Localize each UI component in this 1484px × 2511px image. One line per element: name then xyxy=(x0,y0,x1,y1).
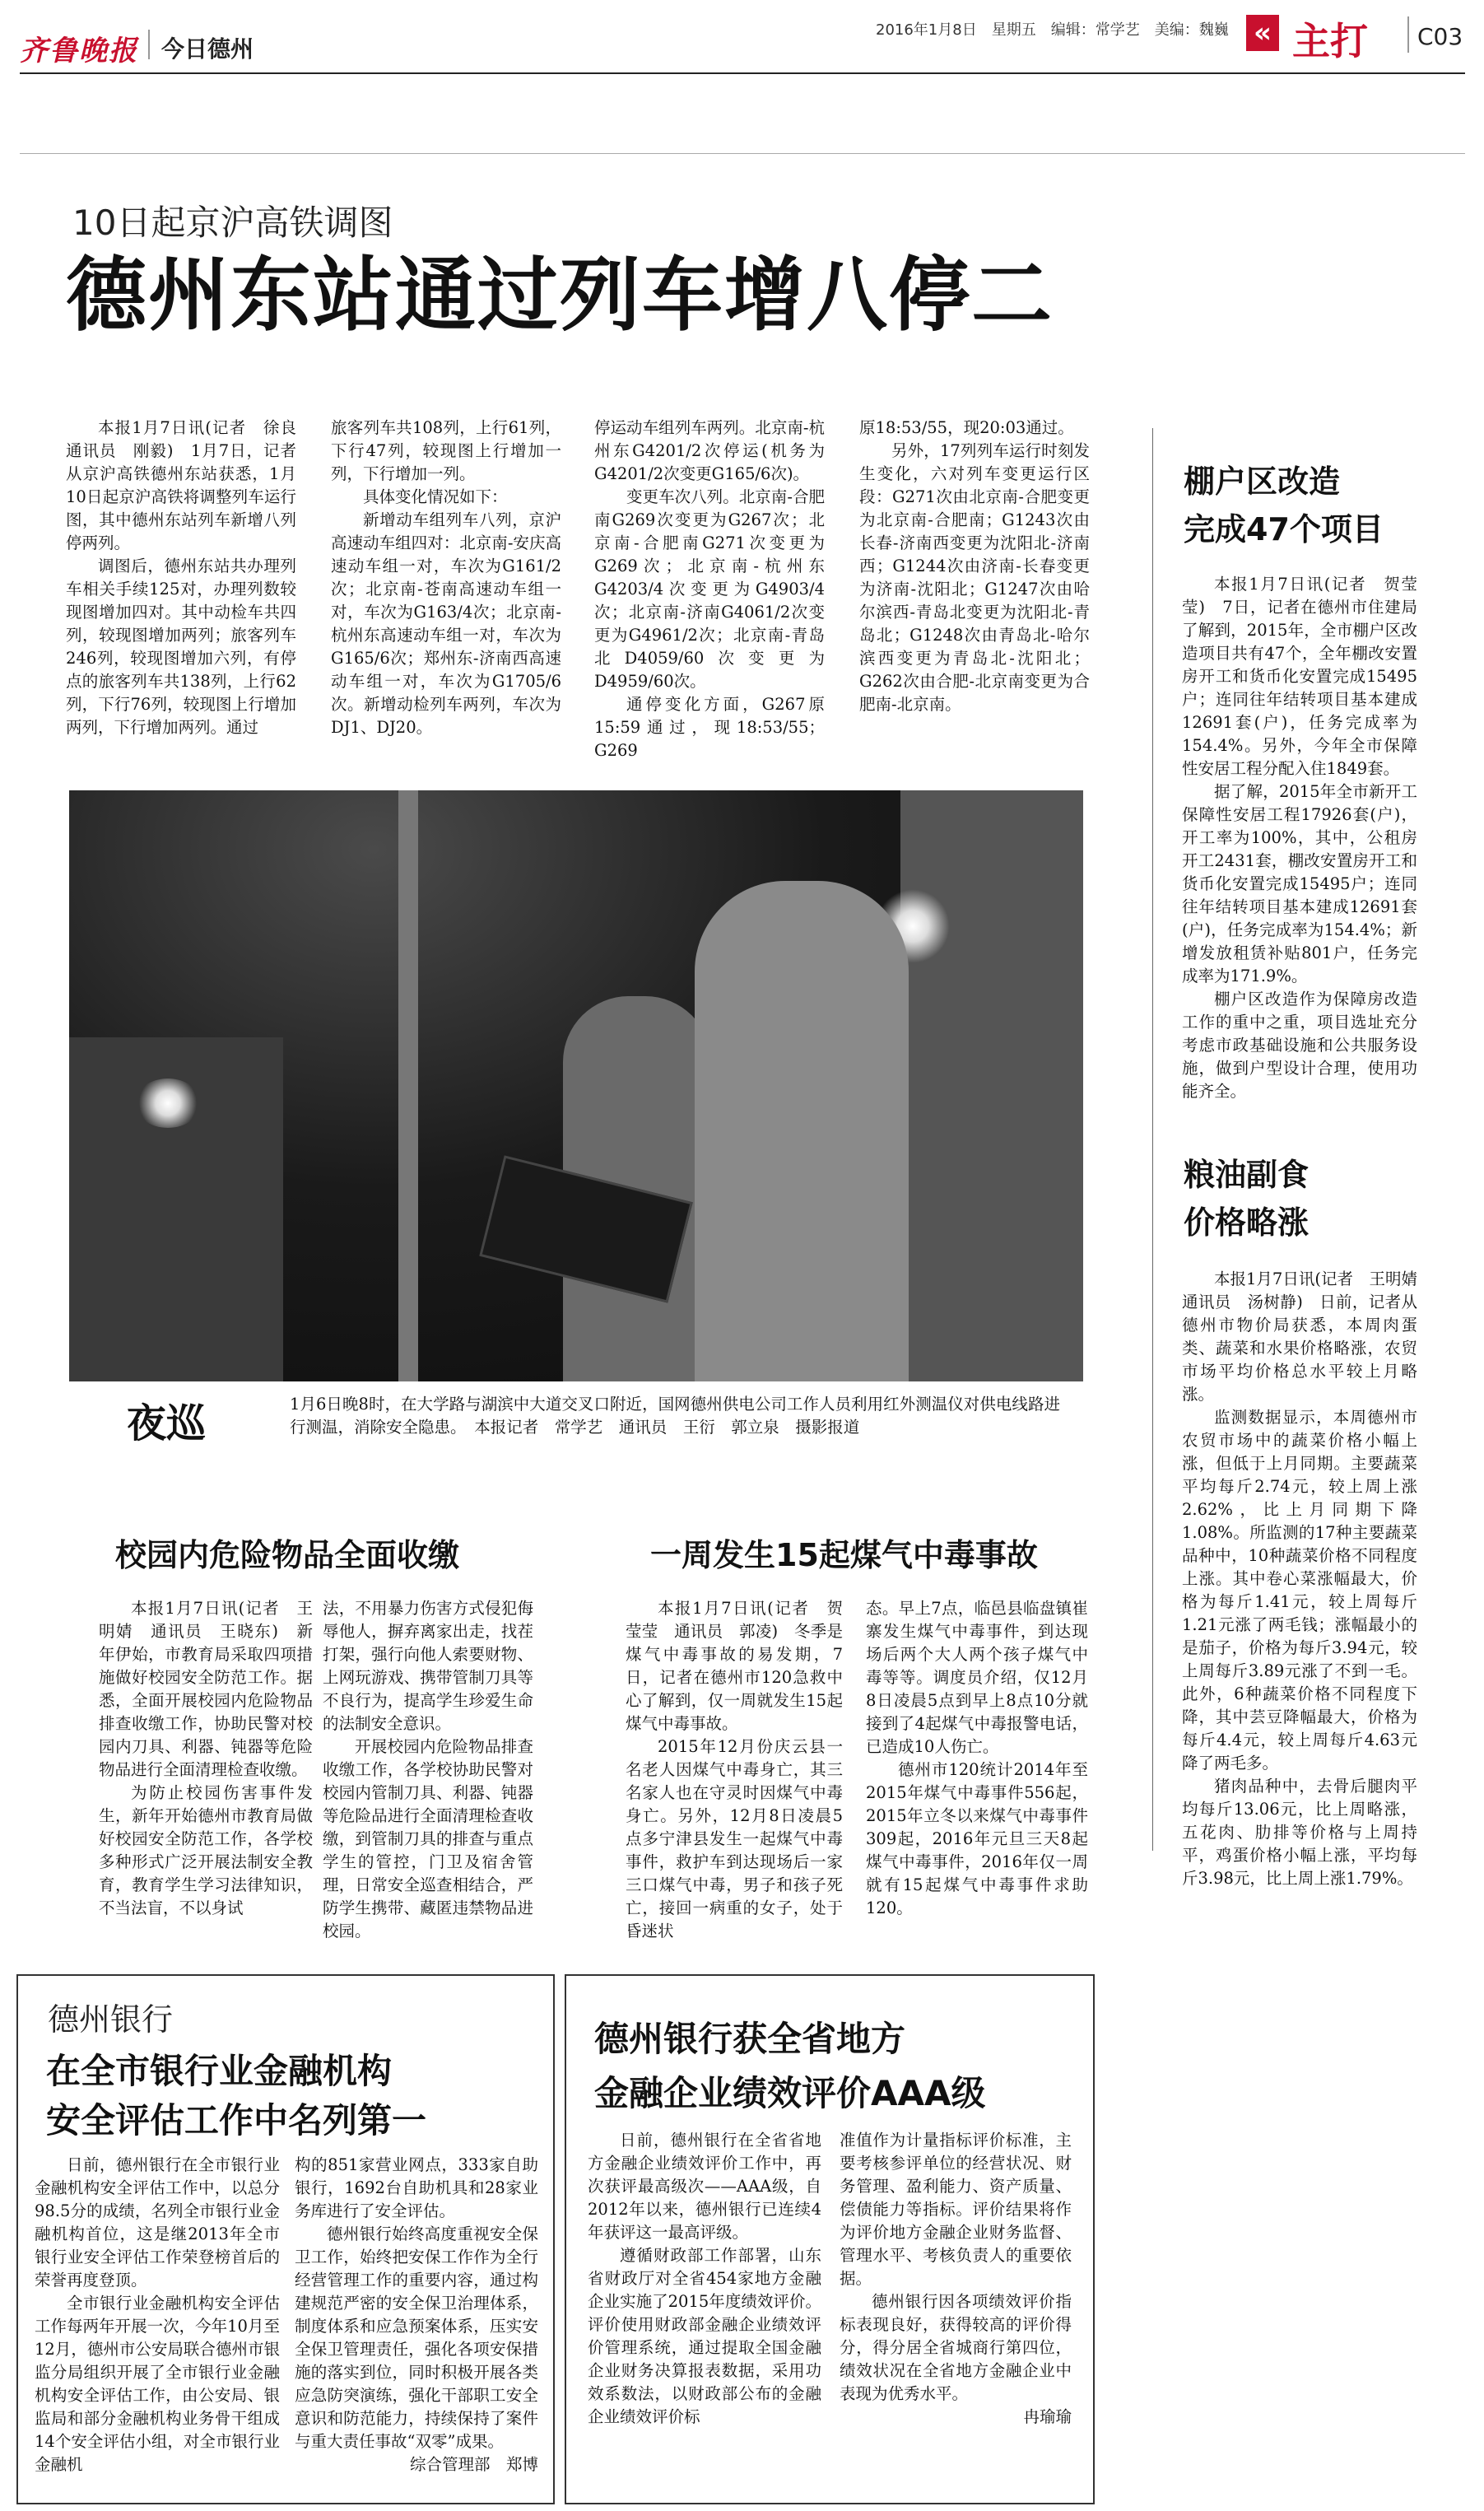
byline: 综合管理部 郑博 xyxy=(409,2455,538,2474)
masthead xyxy=(0,0,1484,99)
paragraph: 猪肉品种中，去骨后腿肉平均每斤13.06元，比上周略涨，五花肉、肋排等价格与上周持平，鸡蛋价格小幅上涨，平均每斤3.98元，比上周上涨1.79%。 xyxy=(1182,1777,1417,1888)
lead-column-1 xyxy=(66,417,313,739)
paragraph: 原18:53/55，现20:03通过。 xyxy=(859,418,1074,437)
paragraph: 停运动车组列车两列。北京南-杭州东G4201/2次停运(机务为G4201/2次变更G165/6次)。 xyxy=(594,418,825,483)
column-divider xyxy=(1407,16,1409,53)
paragraph: 准值作为计量指标评价标准，主要考核参评单位的经营状况、财务管理、盈利能力、资产质量、偿债能力等指标。评价结果将作为评价地方金融企业财务监督、管理水平、考核负责人的重要依据。 xyxy=(840,2131,1072,2288)
paragraph: 具体变化情况如下： xyxy=(363,487,508,506)
paragraph: 据了解，2015年全市新开工保障性安居工程17926套(户)，开工率为100%，其中，公租房开工2431套，棚改安置房开工和货币化安置完成15495户；连同往年结转项目基本建成12691套(户)，任务完成率为154.4%；新增发放租赁补贴801户，任务完成率为171.9%。 xyxy=(1182,782,1417,985)
bank-box-1 xyxy=(16,1974,555,2504)
paragraph: 构的851家营业网点，333家自助银行，1692台自助机具和28家业务库进行了安全评估。 xyxy=(295,2155,538,2220)
story3-column-1 xyxy=(99,1597,313,1920)
box-label: 德州银行 xyxy=(48,2001,174,2038)
box1-headline xyxy=(46,2047,426,2145)
paragraph: 为防止校园伤害事件发生，新年开始德州市教育局做好校园安全防范工作，各学校多种形式广泛开展法制安全教育，教育学生学习法律知识，不当法盲，不以身试 xyxy=(99,1783,313,1917)
paragraph: 本报1月7日讯(记者 贺莹莹) 7日，记者在德州市住建局了解到，2015年，全市棚户区改造项目共有47个，全年棚改安置房开工和货币化安置完成15495户；连同往年结转项目基本建成12691套(户)，任务完成率为154.4%。另外，今年全市保障性安居工程分配入住1849套。 xyxy=(1182,575,1417,778)
headline-line: 完成47个项目 xyxy=(1184,511,1384,547)
photo-worker-right xyxy=(695,881,909,1381)
story3-column-2 xyxy=(323,1597,533,1943)
photo-lamp xyxy=(135,1078,201,1128)
paragraph: 棚户区改造作为保障房改造工作的重中之重，项目选址充分考虑市政基础设施和公共服务设施，做到户型设计合理，使用功能齐全。 xyxy=(1182,990,1417,1101)
chevron-left-icon: « xyxy=(1246,15,1279,51)
column-name: 主打 xyxy=(1292,19,1368,63)
paragraph: 法，不用暴力伤害方式侵犯侮辱他人，摒弃离家出走，找茬打架，强行向他人索要财物、上网玩游戏、携带管制刀具等不良行为，提高学生珍爱生命的法制安全意识。 xyxy=(323,1599,533,1733)
page-number: C03 xyxy=(1417,23,1463,50)
paragraph: 态。早上7点，临邑县临盘镇崔寨发生煤气中毒事件，到达现场后两个大人两个孩子煤气中毒等等。调度员介绍，仅12月8日凌晨5点到早上8点10分就接到了4起煤气中毒报警电话，已造成10人伤亡。 xyxy=(866,1599,1088,1756)
paragraph: 本报1月7日讯(记者 王明婧 通讯员 王晓东) 新年伊始，市教育局采取四项措施做好校园安全防范工作。据悉，全面开展校园内危险物品排查收缴工作，协助民警对校园内刀具、利器、钝器等危险物品进行全面清理检查收缴。 xyxy=(99,1599,313,1779)
masthead-rule xyxy=(20,72,1465,74)
headline-line: 棚户区改造 xyxy=(1184,464,1341,500)
paragraph: 德州市120统计2014年至2015年煤气中毒事件556起，2015年立冬以来煤气中毒事件309起，2016年元旦三天8起煤气中毒事件，2016年仅一周就有15起煤气中毒事件求助120。 xyxy=(866,1760,1088,1917)
paragraph: 开展校园内危险物品排查收缴工作，各学校协助民警对校园内管制刀具、利器、钝器等危险品进行全面清理检查收缴，到管制刀具的排查与重点学生的管控，门卫及宿舍管理，日常安全巡查相结合，严防学生携带、藏匿违禁物品进校园。 xyxy=(323,1737,533,1940)
section-divider xyxy=(148,30,150,59)
box1-column-2 xyxy=(295,2154,538,2476)
headline-line: 在全市银行业金融机构 xyxy=(46,2051,393,2091)
newspaper-logo: 齐鲁晚报 xyxy=(20,35,138,68)
paragraph: 2015年12月份庆云县一名老人因煤气中毒身亡，其三名家人也在守灵时因煤气中毒身亡。另外，12月8日凌晨5点多宁津县发生一起煤气中毒事件，救护车到达现场后一家三口煤气中毒，男子和孩子死亡，接回一病重的女子，处于昏迷状 xyxy=(626,1737,843,1940)
paragraph: 新增动车组列车八列，京沪高速动车组四对：北京南-安庆高速动车组一对，车次为G161/2次；北京南-苍南高速动车组一对，车次为G163/4次；北京南-杭州东高速动车组一对，车次为G165/6次；郑州东-济南西高速动车组一对，车次为G1705/6次。新增动检列车两列，车次为DJ1、DJ20。 xyxy=(331,510,561,737)
box1-column-1 xyxy=(35,2154,280,2476)
side2-headline xyxy=(1184,1151,1309,1246)
sidebar-divider xyxy=(1152,428,1153,1851)
headline-line: 价格略涨 xyxy=(1184,1204,1310,1241)
photo-building-right xyxy=(900,790,1083,1381)
paragraph: 本报1月7日讯(记者 贺莹莹 通讯员 郭凌) 冬季是煤气中毒事故的易发期，7日，记者在德州市120急救中心了解到，仅一周就发生15起煤气中毒事故。 xyxy=(626,1599,843,1733)
paragraph: 另外，17列列车运行时刻发生变化，六对列车变更运行区段：G271次由北京南-合肥变更为北京南-合肥南；G1243次由长春-济南西变更为沈阳北-济南西；G1244次由济南-长春变更为济南-沈阳北；G1247次由哈尔滨西-青岛北变更为沈阳北-青岛北；G1248次由青岛北-哈尔滨西变更为青岛北-沈阳北；G262次由合肥-北京南变更为合肥南-北京南。 xyxy=(859,441,1090,714)
paragraph: 变更车次八列。北京南-合肥南G269次变更为G267次；北京南-合肥南G271次变更为G269次；北京南-杭州东G4203/4次变更为G4903/4次；北京南-济南G4061/2次变更为G4961/2次；北京南-青岛北D4059/60次变更为D4959/60次。 xyxy=(594,487,825,691)
lead-column-4 xyxy=(859,417,1090,716)
photo-caption: 1月6日晚8时，在大学路与湖滨中大道交叉口附近，国网德州供电公司工作人员利用红外测温仪对供电线路进行测温，消除安全隐患。 本报记者 常学艺 通讯员 王衍 郭立泉 摄影报道 xyxy=(290,1395,1060,1437)
bank-box-2 xyxy=(565,1974,1095,2504)
box2-headline xyxy=(594,2012,986,2121)
paragraph: 德州银行始终高度重视安全保卫工作，始终把安保工作作为全行经营管理工作的重要内容，通过构建规范严密的安全保卫治理体系，制度体系和应急预案体系，压实安全保卫管理责任，强化各项安保措施的落实到位，同时积极开展各类应急防突演练，强化干部职工安全意识和防范能力，持续保持了案件与重大责任事故“双零”成果。 xyxy=(295,2224,538,2451)
paragraph: 全市银行业金融机构安全评估工作每两年开展一次，今年10月至12月，德州市公安局联合德州市银监分局组织开展了全市银行业金融机构安全评估工作，由公安局、银监局和部分金融机构业务骨干组成14个安全评估小组，对全市银行业金融机 xyxy=(35,2294,280,2474)
paragraph: 本报1月7日讯(记者 王明婧 通讯员 汤树静) 日前，记者从德州市物价局获悉，本周肉蛋类、蔬菜和水果价格略涨，农贸市场平均价格总水平较上月略涨。 xyxy=(1182,1269,1434,1404)
story4-headline: 一周发生15起煤气中毒事故 xyxy=(650,1537,1038,1573)
column-tag xyxy=(1246,8,1432,63)
paragraph: 通停变化方面，G267原15:59通过，现18:53/55；G269 xyxy=(594,695,825,760)
box2-column-1 xyxy=(588,2129,821,2429)
paragraph: 德州银行因各项绩效评价指标表现良好，获得较高的评价得分，得分居全省城商行第四位，绩效状况在全省地方金融企业中表现为优秀水平。 xyxy=(840,2292,1072,2403)
box2-column-2 xyxy=(840,2129,1072,2429)
story4-column-2 xyxy=(866,1597,1088,1920)
paragraph: 日前，德州银行在全省省地方金融企业绩效评价工作中，再次获评最高级次——AAA级，自2012年以来，德州银行已连续4年获评这一最高评级。 xyxy=(588,2131,821,2242)
lead-headline: 德州东站通过列车增八停二 xyxy=(66,249,1054,342)
masthead-rule-thin xyxy=(20,153,1465,154)
byline: 冉瑜瑜 xyxy=(1023,2407,1072,2426)
paragraph: 本报1月7日讯(记者 徐良 通讯员 刚毅) 1月7日，记者从京沪高铁德州东站获悉，1月10日起京沪高铁将调整列车运行图，其中德州东站列车新增八列停两列。 xyxy=(66,418,313,552)
headline-line: 安全评估工作中名列第一 xyxy=(46,2100,427,2141)
paragraph: 监测数据显示，本周德州市农贸市场中的蔬菜价格小幅上涨，但低于上月同期。主要蔬菜平均每斤2.74元，较上周上涨2.62%，比上月同期下降1.08%。所监测的17种主要蔬菜品种中，10种蔬菜价格不同程度上涨。其中卷心菜涨幅最大，价格为每斤1.41元，较上周每斤1.21元涨了两毛钱；涨幅最小的是茄子，价格为每斤3.94元，较上周每斤3.89元涨了不到一毛。此外，6种蔬菜价格不同程度下降，其中芸豆降幅最大，价格为每斤4.4元，较上周每斤4.63元降了两毛多。 xyxy=(1182,1408,1417,1773)
news-photo xyxy=(69,790,1083,1381)
headline-line: 德州银行获全省地方 xyxy=(594,2019,906,2059)
paragraph: 旅客列车共108列，上行61列，下行47列，较现图上行增加一列，下行增加一列。 xyxy=(331,418,561,483)
section-name: 今日德州 xyxy=(161,35,254,63)
lead-column-2 xyxy=(331,417,561,739)
photo-title: 夜巡 xyxy=(127,1400,207,1447)
paragraph: 日前，德州银行在全市银行业金融机构安全评估工作中，以总分98.5分的成绩，名列全市银行业金融机构首位，这是继2013年全市银行业安全评估工作荣登榜首后的荣誉再度登顶。 xyxy=(35,2155,280,2290)
lead-column-3 xyxy=(594,417,825,762)
side1-body xyxy=(1182,573,1417,1103)
paragraph: 遵循财政部工作部署，山东省财政厅对全省454家地方金融企业实施了2015年度绩效评价。评价使用财政部金融企业绩效评价管理系统，通过提取全国金融企业财务决算报表数据，采用功效系数法，以财政部公布的金融企业绩效评价标 xyxy=(588,2246,821,2426)
story4-column-1 xyxy=(626,1597,843,1943)
side1-headline xyxy=(1184,458,1384,553)
story3-headline: 校园内危险物品全面收缴 xyxy=(115,1537,460,1573)
side2-body xyxy=(1182,1268,1434,1890)
headline-line: 金融企业绩效评价AAA级 xyxy=(594,2073,986,2113)
paragraph: 调图后，德州东站共办理列车相关手续125对，办理列数较现图增加四对。其中动检车共四列，较现图增加两列；旅客列车246列，较现图增加六列，有停点的旅客列车共138列，上行62列，下行76列，较现图上行增加两列，下行增加两列。通过 xyxy=(66,557,296,737)
lead-kicker: 10日起京沪高铁调图 xyxy=(72,203,393,243)
date-line: 2016年1月8日 星期五 编辑：常学艺 美编：魏巍 xyxy=(876,21,1229,39)
photo-pole xyxy=(398,790,418,1381)
headline-line: 粮油副食 xyxy=(1184,1157,1310,1193)
